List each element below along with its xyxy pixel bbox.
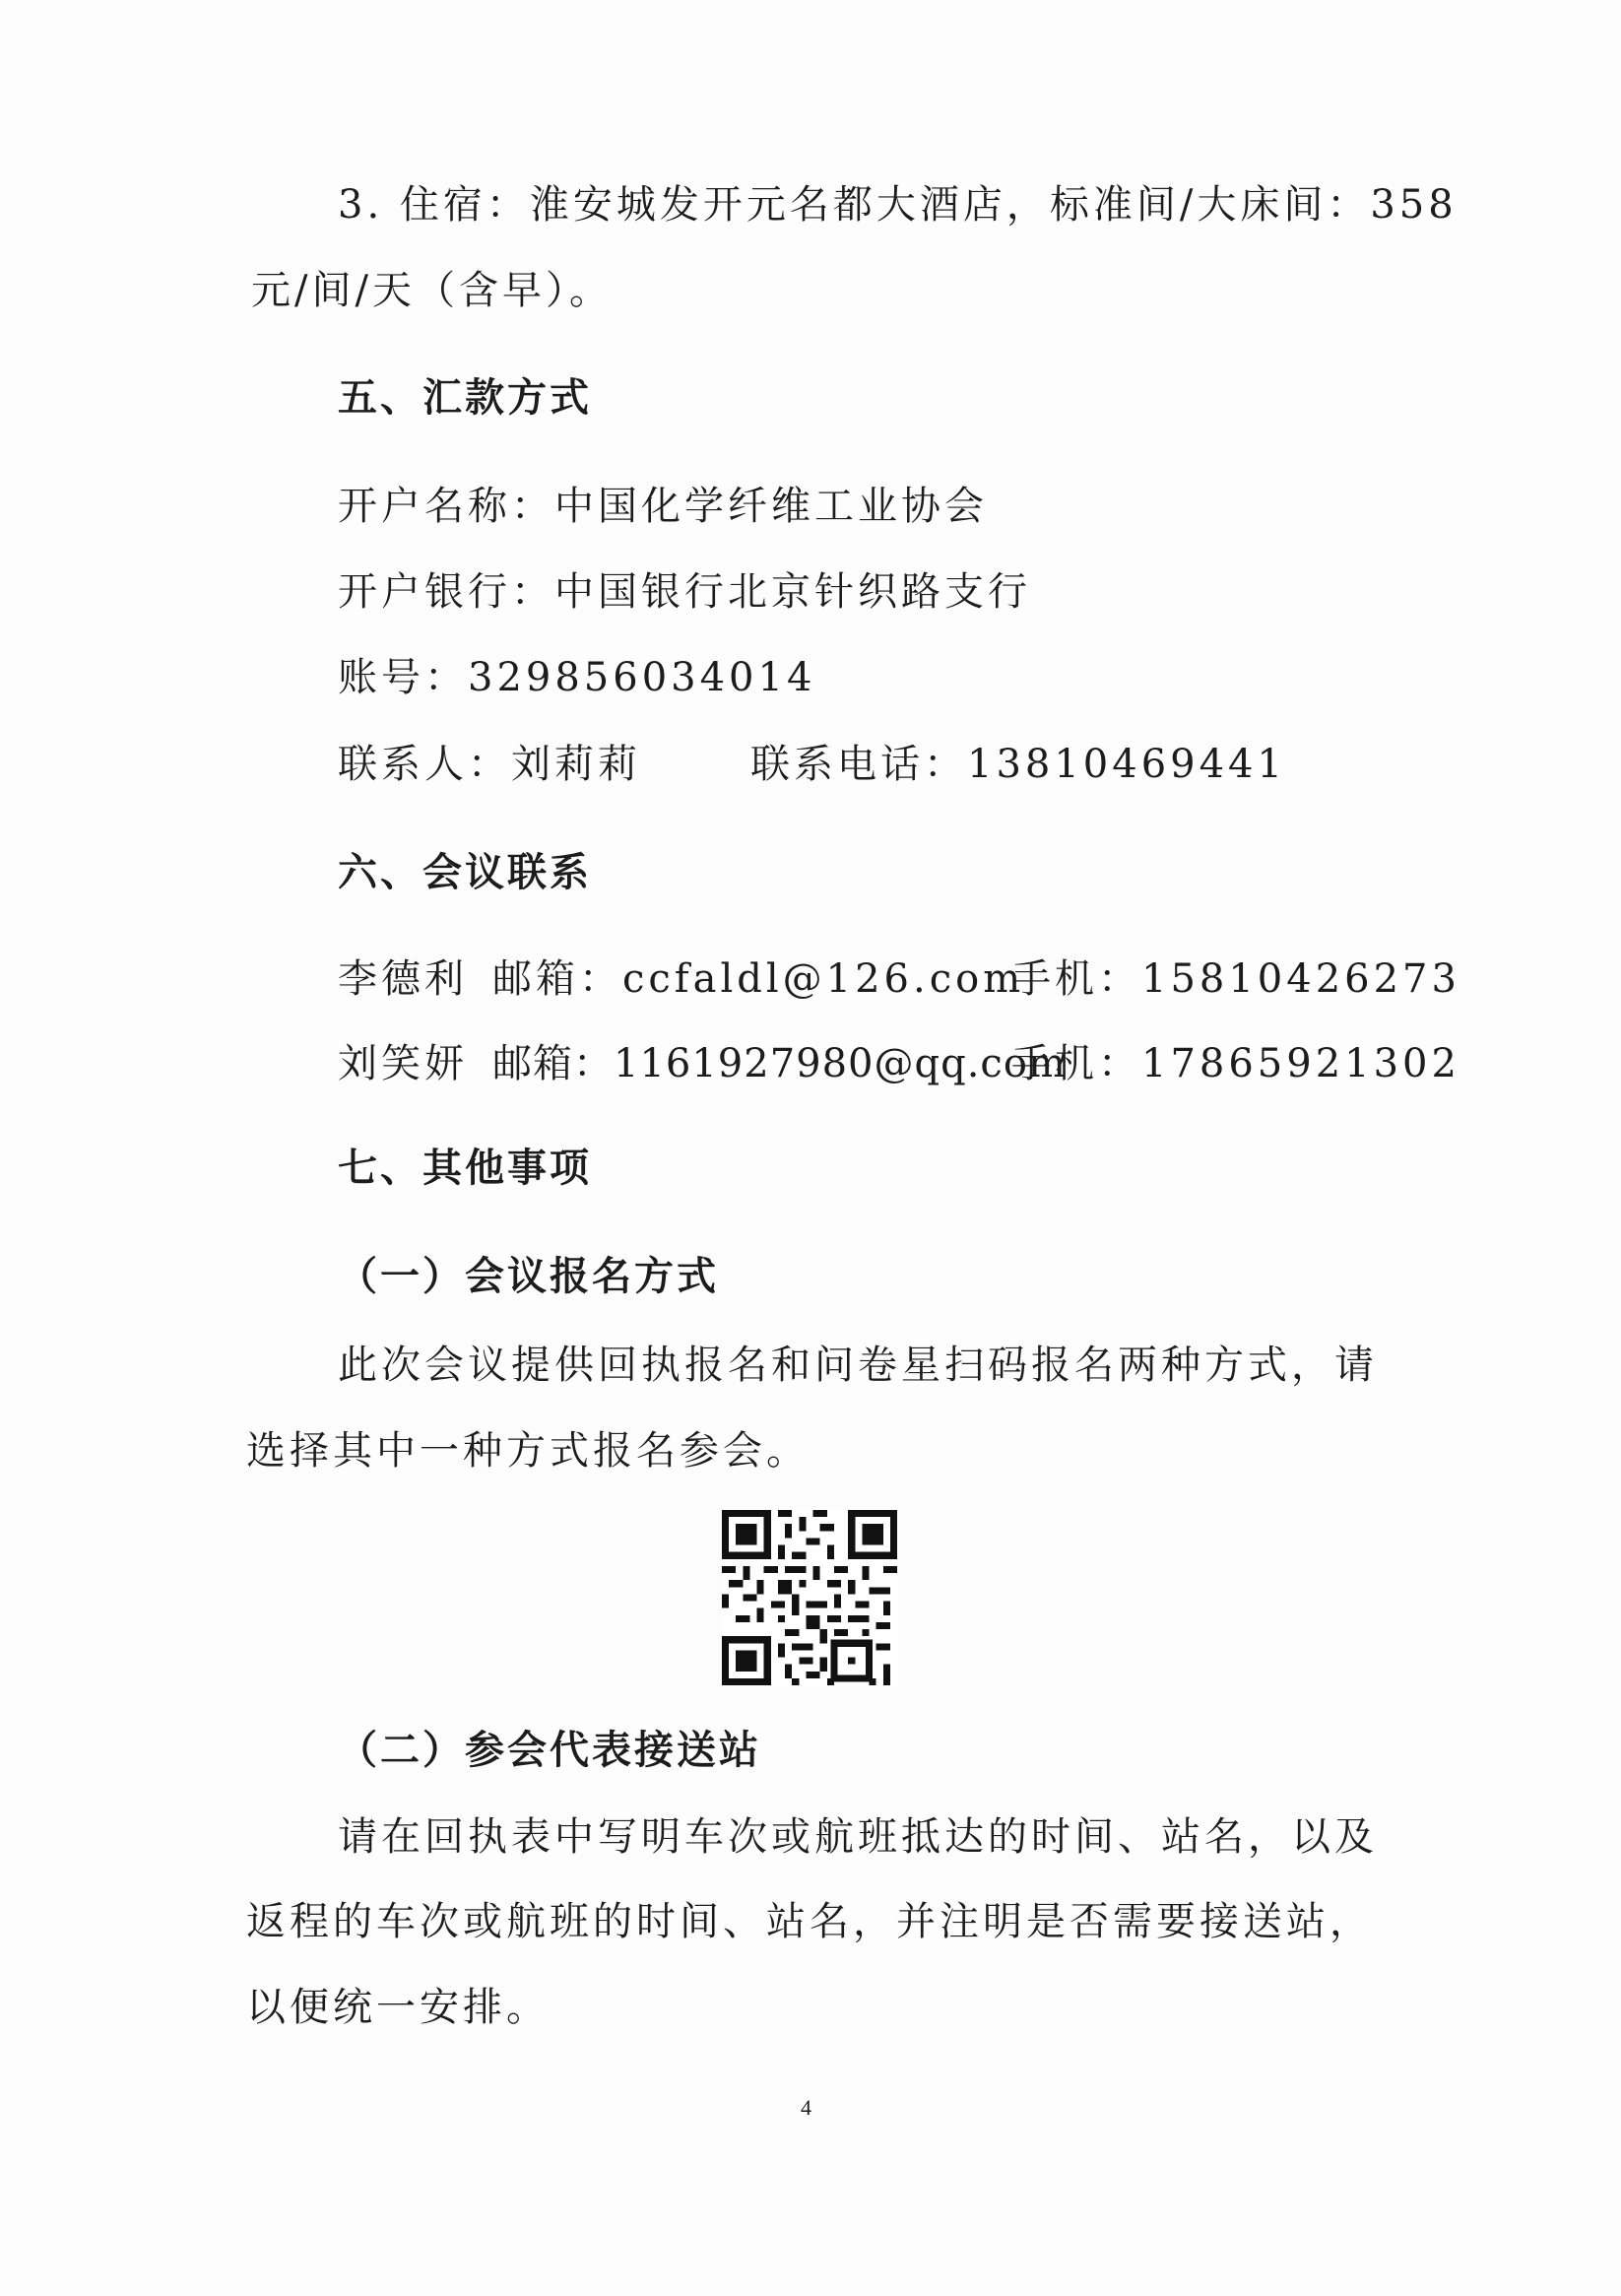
subsection-heading-registration: （一）会议报名方式 <box>338 1254 719 1299</box>
registration-para-line-1: 此次会议提供回执报名和问卷星扫码报名两种方式，请 <box>338 1343 1378 1388</box>
contact-person: 联系人：刘莉莉 <box>338 742 641 787</box>
contact-2-email: 邮箱：1161927980@qq.com <box>492 1041 1067 1086</box>
pickup-para-line-1: 请在回执表中写明车次或航班抵达的时间、站名，以及 <box>338 1814 1378 1860</box>
contact-2-phone: 手机：17865921302 <box>1011 1041 1460 1086</box>
registration-qr-code <box>722 1510 897 1685</box>
contact-1-email: 邮箱：ccfaldl@126.com <box>492 956 1025 1002</box>
pickup-para-line-3: 以便统一安排。 <box>246 1985 550 2030</box>
section-heading-remittance: 五、汇款方式 <box>338 375 592 421</box>
accommodation-line-2: 元/间/天（含早）。 <box>251 268 613 313</box>
section-heading-contacts: 六、会议联系 <box>338 850 592 895</box>
contact-2-name: 刘笑妍 <box>338 1041 468 1086</box>
contact-1-name: 李德利 <box>338 956 468 1002</box>
page-number: 4 <box>801 2095 811 2120</box>
registration-para-line-2: 选择其中一种方式报名参会。 <box>246 1428 810 1474</box>
contact-phone: 联系电话：13810469441 <box>750 742 1286 787</box>
account-number: 账号：329856034014 <box>338 655 816 700</box>
pickup-para-line-2: 返程的车次或航班的时间、站名，并注明是否需要接送站， <box>246 1899 1373 1944</box>
contact-1-phone: 手机：15810426273 <box>1011 956 1460 1002</box>
bank-name: 开户银行：中国银行北京针织路支行 <box>338 569 1031 615</box>
accommodation-line-1: 3. 住宿：淮安城发开元名都大酒店，标准间/大床间：358 <box>338 182 1458 228</box>
section-heading-other: 七、其他事项 <box>338 1146 592 1191</box>
subsection-heading-pickup: （二）参会代表接送站 <box>338 1728 761 1773</box>
account-name: 开户名称：中国化学纤维工业协会 <box>338 484 988 529</box>
